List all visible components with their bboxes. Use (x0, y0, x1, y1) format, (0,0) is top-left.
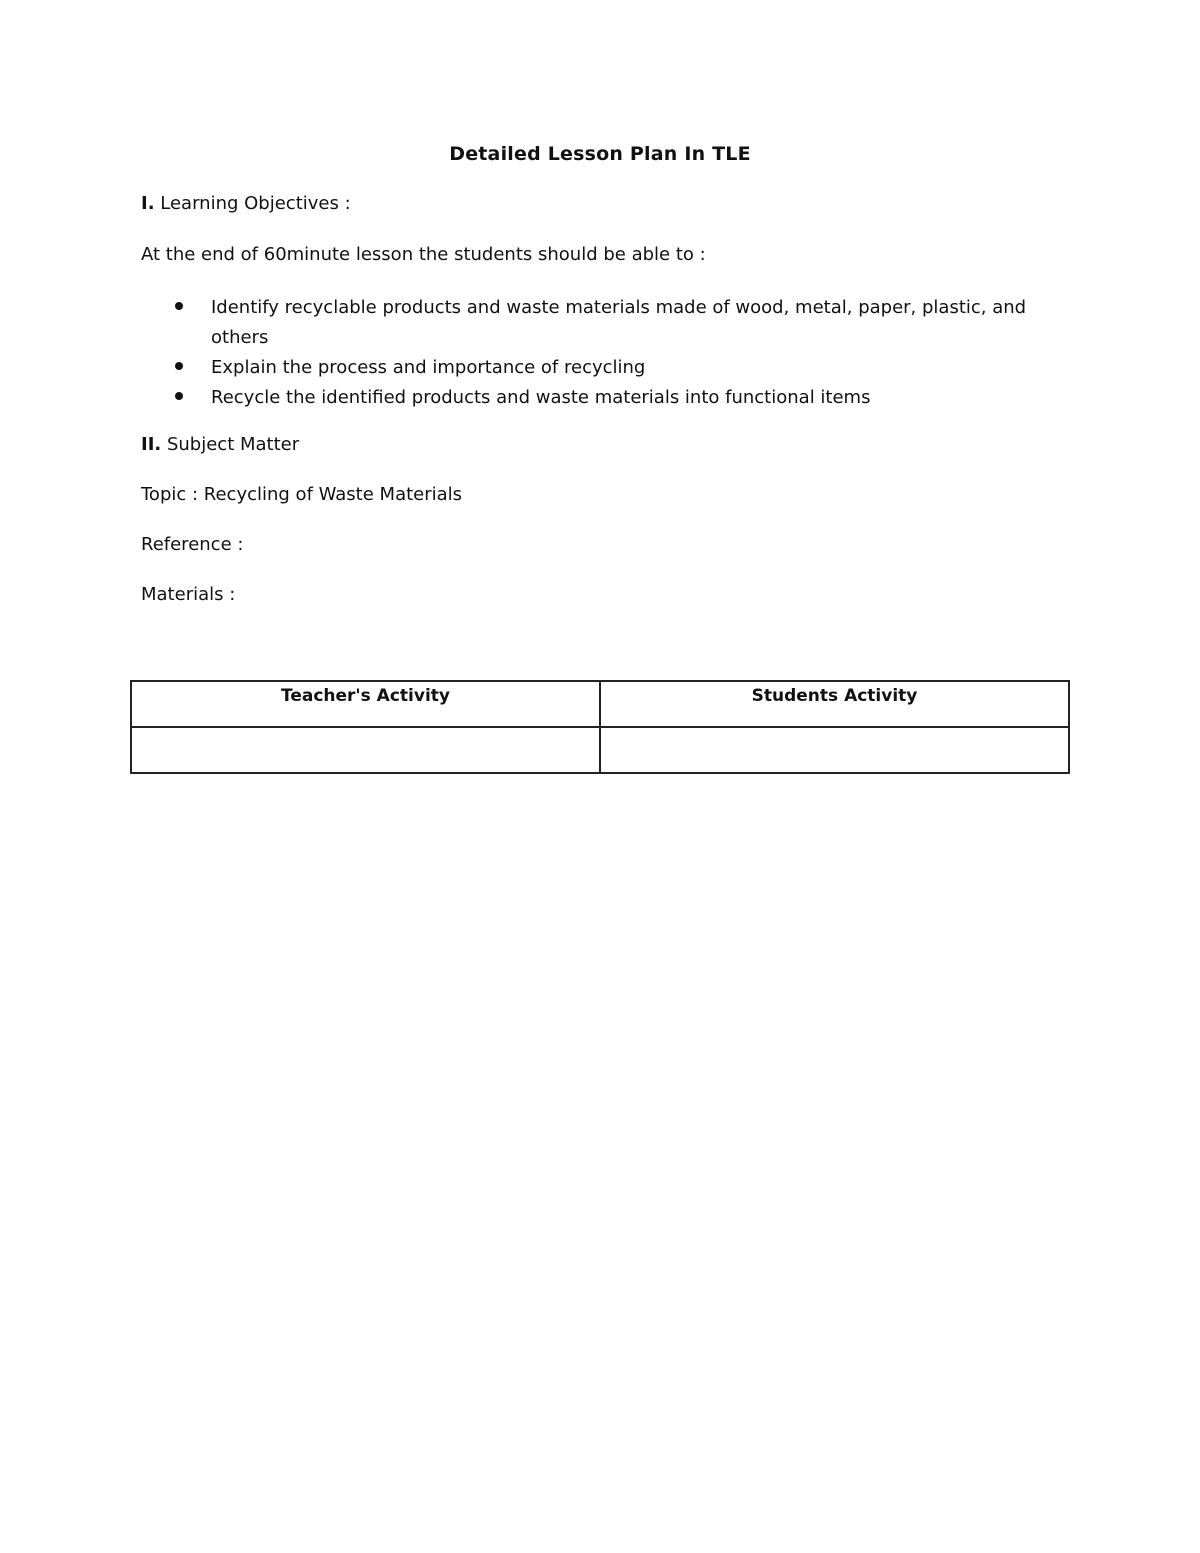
teacher-activity-header: Teacher's Activity (131, 681, 600, 727)
objective-text: Recycle the identified products and waste materials into functional items (211, 387, 871, 408)
students-activity-cell (600, 727, 1069, 773)
objective-text: Explain the process and importance of recycling (211, 357, 646, 378)
objectives-heading (141, 193, 351, 214)
table-row (131, 727, 1069, 773)
document-title: Detailed Lesson Plan In TLE (449, 143, 751, 165)
bullet-icon (175, 362, 183, 370)
list-item (141, 293, 1041, 353)
table-header-row (131, 681, 1069, 727)
objectives-intro: At the end of 60minute lesson the students should be able to : (141, 244, 706, 265)
teacher-activity-cell (131, 727, 600, 773)
materials-line: Materials : (141, 584, 236, 605)
subject-matter-heading-text: Subject Matter (161, 434, 300, 455)
list-item (141, 353, 1041, 383)
subject-matter-heading (141, 434, 299, 455)
subject-matter-numeral: II. (141, 434, 162, 455)
objectives-heading-text: Learning Objectives : (154, 193, 351, 214)
bullet-icon (175, 392, 183, 400)
reference-line: Reference : (141, 534, 244, 555)
activity-table (130, 680, 1070, 774)
objectives-list (141, 293, 1041, 413)
students-activity-header: Students Activity (600, 681, 1069, 727)
list-item (141, 383, 1041, 413)
topic-line: Topic : Recycling of Waste Materials (141, 484, 463, 505)
objective-text: Identify recyclable products and waste materials made of wood, metal, paper, plastic, and others (211, 297, 1027, 348)
bullet-icon (175, 302, 183, 310)
objectives-numeral: I. (141, 193, 155, 214)
